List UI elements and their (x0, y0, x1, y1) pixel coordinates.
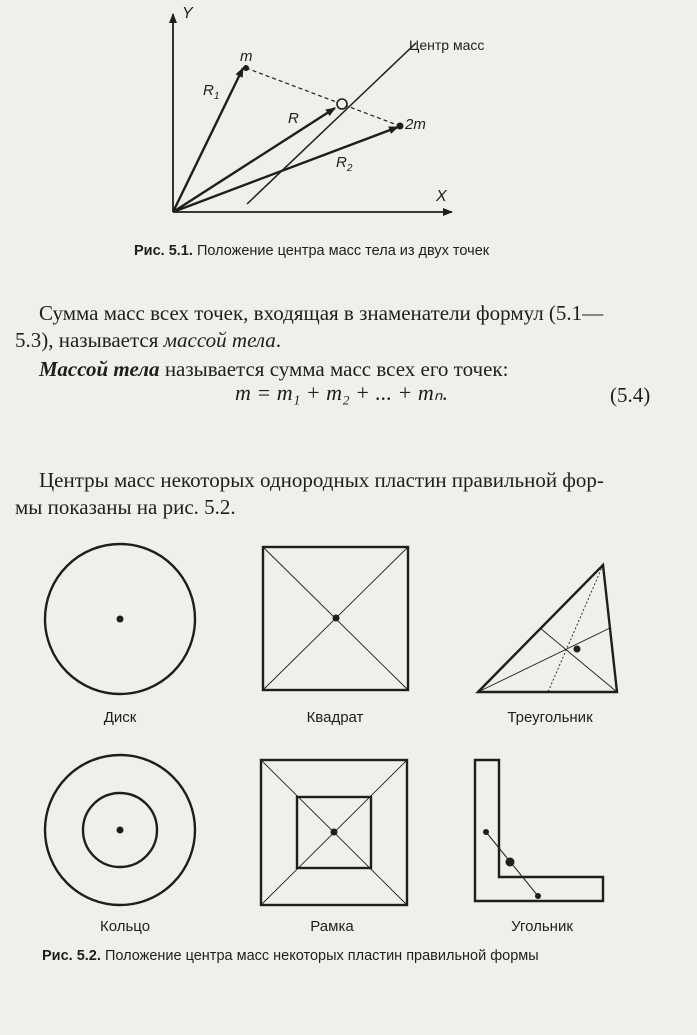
vector-r2-subscript: 2 (346, 163, 353, 174)
vector-r2-label (336, 154, 352, 174)
square-label: Квадрат (306, 709, 364, 726)
definition-rest: называется сумма масс всех его точек: (159, 357, 509, 381)
ring-center (117, 827, 124, 834)
figure-5-2-caption-prefix: Рис. 5.2. (42, 948, 101, 964)
square-shape (263, 547, 408, 690)
paragraph-plates (15, 467, 679, 521)
corner-centroid-line (486, 832, 538, 896)
vector-r2-letter: R (336, 154, 347, 171)
formula-5-4: m = m₁ + m₂ + ... + mₙ. (235, 380, 448, 405)
figure-5-1-caption-text: Положение центра масс тела из двух точек (196, 243, 490, 259)
frame-inner (297, 797, 371, 868)
x-axis-label: X (436, 188, 447, 205)
paragraph-1-italic-term: массой тела (163, 328, 276, 352)
ring-outer (45, 755, 195, 905)
definition-term: Массой тела (39, 357, 160, 381)
y-axis-label: Y (182, 5, 193, 22)
frame-label: Рамка (310, 918, 354, 935)
frame-diagonal-2 (261, 760, 407, 905)
figure-5-1-diagram (0, 0, 697, 240)
paragraph-mass-definition (15, 300, 679, 354)
center-of-mass-line (247, 43, 416, 204)
point-2m (397, 123, 404, 130)
corner-center (506, 858, 515, 867)
ring-inner (83, 793, 157, 867)
vector-r1-label (203, 82, 219, 102)
triangle-median-3 (540, 628, 617, 692)
triangle-median-1 (548, 565, 603, 692)
disk-center (117, 616, 124, 623)
square-diagonal-2 (263, 547, 408, 690)
vector-r1-letter: R (203, 82, 214, 99)
point-m-label: m (240, 48, 253, 65)
figure-5-1-caption-prefix: Рис. 5.1. (134, 243, 193, 259)
point-m (243, 65, 249, 71)
square-diagonal-1 (263, 547, 408, 690)
frame-outer (261, 760, 407, 905)
center-of-mass-label: Центр масс (409, 37, 485, 53)
square-center (333, 615, 340, 622)
triangle-center (574, 646, 581, 653)
corner-horizontal-part-center (535, 893, 541, 899)
paragraph-1-line-1: Сумма масс всех точек, входящая в знаменатели формул (5.1— (39, 301, 604, 325)
disk-shape (45, 544, 195, 694)
point-2m-label: 2m (405, 116, 426, 133)
triangle-label: Треугольник (507, 709, 593, 726)
definition-line (39, 356, 679, 383)
figure-5-1-caption (134, 243, 489, 259)
paragraph-1-line-2-end: . (275, 328, 282, 352)
triangle-median-2 (478, 628, 610, 692)
dashed-connector-m-2m (246, 68, 400, 126)
corner-label: Угольник (511, 918, 573, 935)
formula-number: (5.4) (610, 383, 651, 407)
corner-vertical-part-center (483, 829, 489, 835)
paragraph-1-line-2-start: 5.3), называется (15, 328, 164, 352)
vector-r1-subscript: 1 (213, 91, 220, 102)
vector-r-label: R (288, 110, 299, 127)
frame-center (331, 829, 338, 836)
figure-5-2-caption (42, 948, 539, 964)
ring-label: Кольцо (99, 918, 151, 935)
center-of-mass-point (337, 99, 347, 109)
disk-label: Диск (103, 709, 137, 726)
paragraph-2-line-2: мы показаны на рис. 5.2. (15, 495, 236, 519)
paragraph-2-line-1: Центры масс некоторых однородных пластин правильной фор- (39, 468, 604, 492)
corner-shape (475, 760, 603, 901)
frame-diagonal-1 (261, 760, 407, 905)
figure-5-2-caption-text: Положение центра масс некоторых пластин правильной формы (104, 948, 539, 964)
triangle-shape (478, 565, 617, 692)
